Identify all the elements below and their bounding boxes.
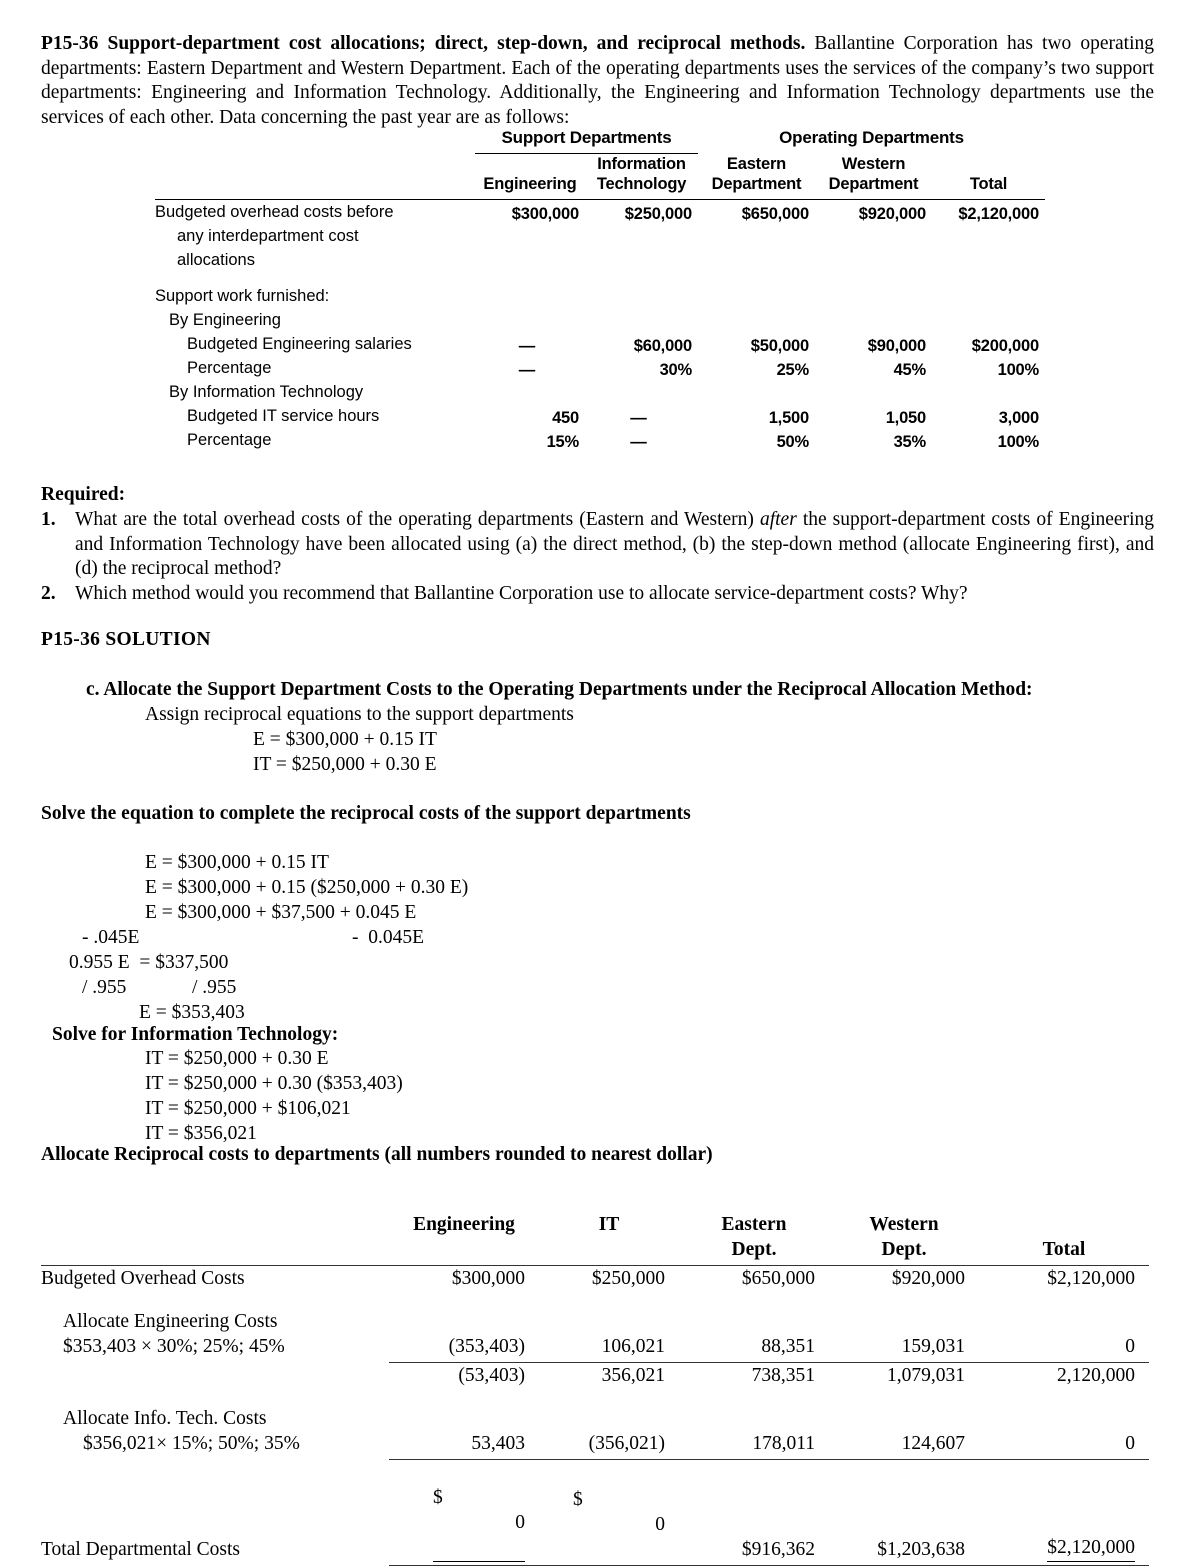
- cell-engineering: (353,403): [448, 1336, 525, 1357]
- solve-it-heading: Solve for Information Technology:: [52, 1024, 339, 1045]
- cell-engineering: —: [518, 337, 536, 355]
- cell-eastern-total: $916,362: [741, 1539, 815, 1560]
- table-row: [155, 404, 1045, 428]
- cell-eastern: $50,000: [750, 337, 809, 355]
- group-header-operating: Operating Departments: [779, 128, 964, 147]
- cell-it: 30%: [659, 361, 692, 379]
- cell-total: $2,120,000: [958, 205, 1039, 223]
- it-line-4-result: IT = $356,021: [145, 1123, 257, 1144]
- solve-line-6-right: / .955: [192, 977, 237, 998]
- cell-engineering: 53,403: [471, 1433, 525, 1454]
- row-label-it-hours: Budgeted IT service hours: [187, 407, 380, 425]
- row-label-allocate-it: Allocate Info. Tech. Costs: [63, 1408, 267, 1429]
- row-label-subtotal: [41, 1363, 389, 1389]
- required-heading: Required:: [41, 484, 126, 505]
- solve-line-2: E = $300,000 + 0.15 ($250,000 + 0.30 E): [145, 877, 469, 898]
- row-label: Budgeted overhead costs before: [155, 203, 394, 221]
- table-row: [155, 284, 1045, 308]
- row-label-alloc-eng-basis: $353,403 × 30%; 25%; 45%: [63, 1336, 285, 1357]
- required-item-2-text: Which method would you recommend that Ballantine Corporation use to allocate service-department costs? Why?: [75, 583, 968, 604]
- it-line-1: IT = $250,000 + 0.30 E: [145, 1048, 329, 1069]
- cell-it: $250,000: [591, 1268, 665, 1289]
- cell-total: $200,000: [971, 337, 1039, 355]
- cell-western-total: $1,203,638: [877, 1539, 965, 1560]
- col-header-total-blank: [979, 1212, 1149, 1237]
- cell-western: 1,079,031: [887, 1365, 965, 1386]
- cell-eastern: 25%: [776, 361, 809, 379]
- cell-eastern: $650,000: [741, 1268, 815, 1289]
- zero-value: 0: [515, 1512, 525, 1533]
- assign-equation-it: IT = $250,000 + 0.30 E: [253, 754, 437, 775]
- cell-western: 45%: [893, 361, 926, 379]
- table-row: [41, 1334, 1149, 1359]
- col-header-it-line2: [539, 1237, 679, 1262]
- row-label-total-departmental: Total Departmental Costs: [41, 1539, 241, 1560]
- cell-total: 0: [1125, 1433, 1135, 1454]
- table1-spacer: [155, 272, 1045, 284]
- cell-eastern: 50%: [776, 433, 809, 451]
- col-header-it: IT: [598, 1214, 620, 1235]
- cell-it: $250,000: [624, 205, 692, 223]
- cell-western: $920,000: [891, 1268, 965, 1289]
- solve-equation-heading: Solve the equation to complete the reciprocal costs of the support departments: [41, 803, 691, 824]
- table-row: [155, 428, 1045, 452]
- col-header-eastern-department: Eastern Department: [711, 155, 802, 193]
- table-row: [155, 200, 1045, 225]
- row-label-percentage: Percentage: [187, 359, 272, 377]
- cell-it: (356,021): [588, 1433, 665, 1454]
- cell-engineering: —: [518, 361, 536, 379]
- zero-value: 0: [655, 1514, 665, 1535]
- row-label-budgeted-overhead: Budgeted Overhead Costs: [41, 1268, 245, 1289]
- row-label-support-work: Support work furnished:: [155, 287, 330, 305]
- cell-western: 124,607: [901, 1433, 965, 1454]
- cell-eastern: 178,011: [752, 1433, 815, 1454]
- table-row: [41, 1309, 1149, 1334]
- solve-line-3: E = $300,000 + $37,500 + 0.045 E: [145, 902, 417, 923]
- table2-spacer: [41, 1291, 1149, 1309]
- cell-engineering: $300,000: [511, 205, 579, 223]
- assign-equation-e: E = $300,000 + 0.15 IT: [253, 729, 437, 750]
- problem-statement: [41, 32, 1154, 130]
- table-row: [155, 380, 1045, 404]
- cell-engineering: $300,000: [451, 1268, 525, 1289]
- solve-line-5: 0.955 E = $337,500: [69, 952, 229, 973]
- it-line-2: IT = $250,000 + 0.30 ($353,403): [145, 1073, 403, 1094]
- it-total-value: [573, 1462, 665, 1562]
- grand-total-value: $2,120,000: [1047, 1535, 1135, 1562]
- table2-col-header-row-2: [41, 1237, 1149, 1262]
- it-line-3: IT = $250,000 + $106,021: [145, 1098, 351, 1119]
- dollar-sign: $: [573, 1489, 583, 1510]
- row-label-by-engineering: By Engineering: [169, 311, 281, 329]
- solve-line-1: E = $300,000 + 0.15 IT: [145, 852, 329, 873]
- cell-it: —: [630, 409, 647, 427]
- cell-engineering: 15%: [546, 433, 579, 451]
- cell-total: 2,120,000: [1057, 1365, 1135, 1386]
- col-header-engineering-line2: [389, 1237, 539, 1262]
- solution-part-c-heading: c. Allocate the Support Department Costs to the Operating Departments under the Reciprocal Allocation Method:: [86, 679, 1033, 700]
- solution-heading: P15-36 SOLUTION: [41, 629, 211, 650]
- col-header-eastern: Eastern: [721, 1214, 787, 1235]
- solve-line-4-right: - 0.045E: [352, 927, 425, 948]
- cell-total: 100%: [997, 433, 1039, 451]
- assign-equations-line: Assign reciprocal equations to the support departments: [145, 704, 574, 725]
- table1: [155, 128, 1045, 452]
- cell-it: 356,021: [601, 1365, 665, 1386]
- table2-spacer: [41, 1388, 1149, 1406]
- cell-it: —: [630, 433, 647, 451]
- cell-western: 1,050: [885, 409, 926, 427]
- table-row: [155, 356, 1045, 380]
- col-header-western: Western: [869, 1214, 939, 1235]
- table2-col-header-row-1: [41, 1212, 1149, 1237]
- problem-body: Ballantine Corporation has two operating departments: Eastern Department and Western Department. Each of the operating departments uses the services of the company’s two support departments: Engineering and Information Technology. Additionally, the Engineering and Information Technology departments use the services of each other. Data concerning the past year are as follows:: [41, 33, 1154, 128]
- required-item-1-number: 1.: [41, 509, 56, 530]
- table-row: [41, 1406, 1149, 1431]
- cell-western: $920,000: [858, 205, 926, 223]
- col-header-total: Total: [1042, 1239, 1086, 1260]
- cell-western: $90,000: [867, 337, 926, 355]
- table-row: [155, 308, 1045, 332]
- data-table-reciprocal-allocation: [41, 1212, 1149, 1566]
- dollar-sign: $: [433, 1487, 443, 1508]
- table2: [41, 1212, 1149, 1566]
- cell-engineering: (53,403): [458, 1365, 525, 1386]
- solve-line-7-result: E = $353,403: [139, 1002, 245, 1023]
- cell-eastern: 738,351: [751, 1365, 815, 1386]
- col-header-western-dept: Dept.: [881, 1239, 927, 1260]
- cell-eastern: 88,351: [761, 1336, 815, 1357]
- row-label-cont: any interdepartment cost: [177, 227, 359, 245]
- cell-engineering: 450: [552, 409, 579, 427]
- col-header-total: Total: [969, 175, 1008, 193]
- solve-line-4-left: - .045E: [82, 927, 140, 948]
- col-header-engineering: Engineering: [483, 175, 577, 193]
- cell-eastern: 1,500: [768, 409, 809, 427]
- cell-eastern: $650,000: [741, 205, 809, 223]
- solve-line-6-left: / .955: [82, 977, 127, 998]
- table-row: [41, 1266, 1149, 1292]
- table2-total-rule-bottom: [41, 1562, 1149, 1566]
- table-row: [155, 248, 1045, 272]
- table-row: [155, 332, 1045, 356]
- row-label-cont: allocations: [177, 251, 255, 269]
- engineering-total-value: [433, 1460, 525, 1562]
- allocate-reciprocal-heading: Allocate Reciprocal costs to departments (all numbers rounded to nearest dollar): [41, 1144, 713, 1165]
- row-label-by-it: By Information Technology: [169, 383, 364, 401]
- cell-western: 159,031: [901, 1336, 965, 1357]
- cell-engineering-total: [389, 1460, 539, 1563]
- required-item-1-text: What are the total overhead costs of the operating departments (Eastern and Western) after the support-department costs of Engineering and Information Technology have been allocated using (a) the direct method, (b) the step-down method (allocate Engineering first), and (d) the reciprocal method?: [75, 509, 1154, 579]
- cell-total: 3,000: [998, 409, 1039, 427]
- cell-total: 100%: [997, 361, 1039, 379]
- table-row: [155, 224, 1045, 248]
- table-row: [41, 1363, 1149, 1389]
- cell-total: $2,120,000: [1047, 1268, 1135, 1289]
- row-label-allocate-engineering: Allocate Engineering Costs: [63, 1311, 278, 1332]
- table1-col-header-row: [155, 154, 1045, 196]
- emphasis-after: after: [759, 509, 797, 530]
- cell-western: 35%: [893, 433, 926, 451]
- row-label-percentage: Percentage: [187, 431, 272, 449]
- problem-title: P15-36 Support-department cost allocations; direct, step-down, and reciprocal methods.: [41, 33, 806, 54]
- col-header-western-department: Western Department: [828, 155, 919, 193]
- group-header-support: Support Departments: [501, 128, 672, 147]
- col-header-information-technology: Information Technology: [596, 155, 687, 193]
- cell-it: $60,000: [633, 337, 692, 355]
- cell-grand-total: [979, 1460, 1149, 1563]
- row-label-eng-salaries: Budgeted Engineering salaries: [187, 335, 412, 353]
- cell-total: 0: [1125, 1336, 1135, 1357]
- table1-group-header-row: [155, 128, 1045, 150]
- row-label-alloc-it-basis: $356,021× 15%; 50%; 35%: [83, 1433, 300, 1454]
- cell-it-total: [539, 1460, 679, 1563]
- table-row-total: [41, 1460, 1149, 1563]
- cell-it: 106,021: [601, 1336, 665, 1357]
- col-header-eastern-dept: Dept.: [731, 1239, 777, 1260]
- data-table-support-departments: [155, 128, 1045, 452]
- required-item-2-number: 2.: [41, 583, 56, 604]
- table-row: [41, 1431, 1149, 1456]
- col-header-engineering: Engineering: [413, 1214, 515, 1235]
